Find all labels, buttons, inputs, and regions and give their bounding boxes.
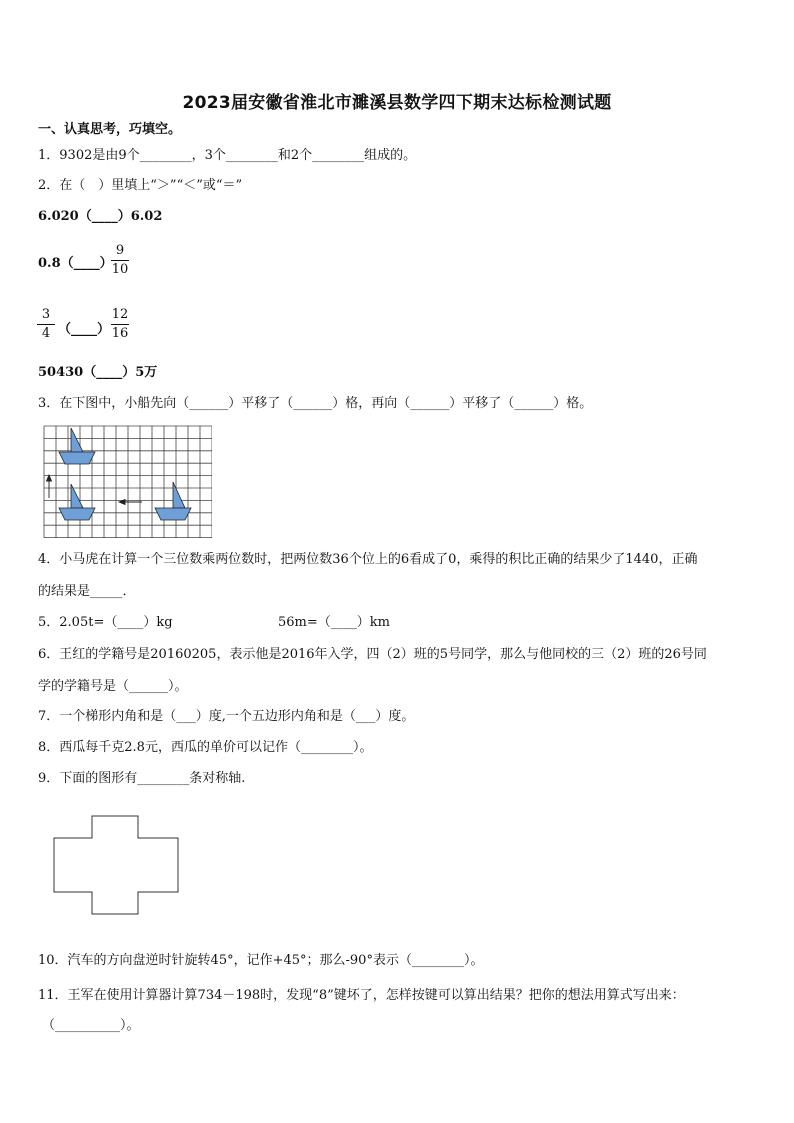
question-8: 8．西瓜每千克2.8元，西瓜的单价可以记作（________）。 <box>38 740 373 755</box>
boat-left <box>59 484 95 520</box>
question-2d: 50430（____）5万 <box>38 365 158 380</box>
question-3: 3．在下图中，小船先向（______）平移了（______）格，再向（______）平移了（______）格。 <box>38 396 593 411</box>
fraction-numerator: 12 <box>111 307 129 322</box>
question-11-line1: 11．王军在使用计算器计算734－198时，发现“8”键坏了，怎样按键可以算出结果？把你的想法用算式写出来： <box>38 988 685 1003</box>
question-4-line1: 4．小马虎在计算一个三位数乘两位数时，把两位数36个位上的6看成了0，乘得的积比正确的结果少了1440，正确 <box>38 552 698 567</box>
question-2b-left: 0.8（____） <box>38 256 113 271</box>
fraction-3-4 <box>36 306 56 343</box>
grid-lines <box>44 426 212 538</box>
question-6-line2: 学的学籍号是（______）。 <box>38 679 188 694</box>
page-title: 2023届安徽省淮北市濉溪县数学四下期末达标检测试题 <box>182 93 612 113</box>
fraction-numerator: 3 <box>41 307 51 322</box>
arrow-up-icon <box>47 475 52 498</box>
fraction-denominator: 10 <box>111 262 129 277</box>
question-10: 10．汽车的方向盘逆时针旋转45°，记作+45°；那么-90°表示（________）。 <box>38 953 484 968</box>
fraction-12-16 <box>110 306 130 343</box>
question-6-line1: 6．王红的学籍号是20160205，表示他是2016年入学，四（2）班的5号同学，那么与他同校的三（2）班的26号同 <box>38 647 707 662</box>
fraction-denominator: 16 <box>111 326 129 341</box>
question-5b: 56m=（____）km <box>278 615 390 630</box>
boat-top <box>59 428 95 464</box>
question-7: 7．一个梯形内角和是（___）度,一个五边形内角和是（___）度。 <box>38 709 415 724</box>
section-heading: 一、认真思考，巧填空。 <box>38 122 182 137</box>
fraction-numerator: 9 <box>115 243 125 258</box>
cross-shape-figure <box>50 812 184 918</box>
question-4-line2: 的结果是_____． <box>38 584 136 599</box>
question-2a: 6.020（____）6.02 <box>38 209 163 224</box>
question-5a: 5．2.05t=（____）kg <box>38 615 173 630</box>
fraction-denominator: 4 <box>41 326 51 341</box>
fraction-9-10 <box>110 242 130 279</box>
question-11-line2: （__________）。 <box>42 1018 140 1033</box>
question-2c-blank: （____） <box>58 322 111 337</box>
question-2: 2．在（ ）里填上“＞”“＜”或“＝” <box>38 178 243 193</box>
question-9: 9．下面的图形有________条对称轴. <box>38 771 246 786</box>
boat-grid-figure <box>42 424 212 538</box>
question-1: 1．9302是由9个________，3个________和2个________组成的。 <box>38 148 417 163</box>
